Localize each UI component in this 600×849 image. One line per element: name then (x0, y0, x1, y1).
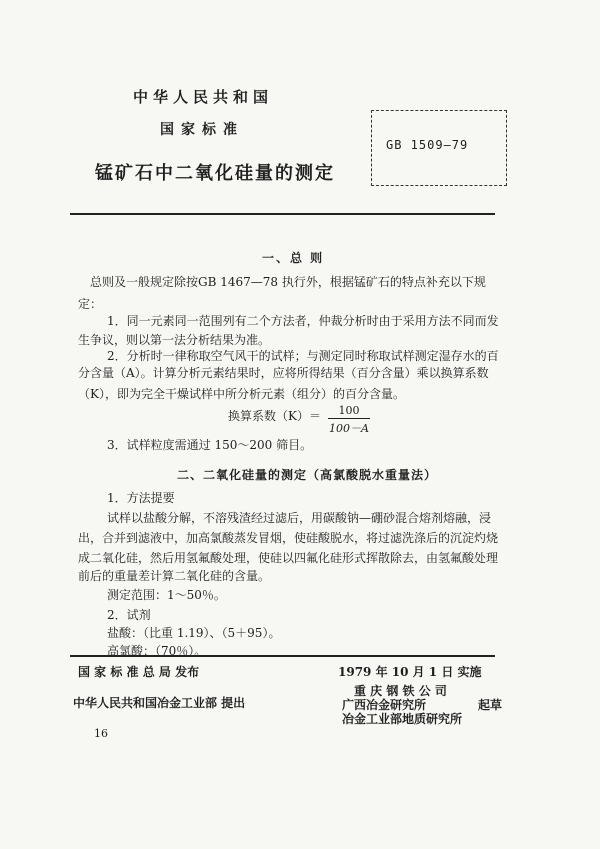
intro-line-1: 总则及一般规定除按GB 1467—78 执行外，根据锰矿石的特点补充以下规 (90, 275, 486, 289)
publisher: 国 家 标 准 总 局 发布 (78, 665, 200, 679)
formula-label: 换算系数（K）＝ (228, 409, 321, 423)
country-name: 中华人民共和国 (133, 88, 274, 106)
method-para-line-2: 出，合并到滤液中，加高氯酸蒸发冒烟，使硅酸脱水，将过滤洗涤后的沉淀灼烧 (78, 531, 499, 545)
intro-line-2: 定： (78, 297, 103, 311)
item2-line-1: 2．分析时一律称取空气风干的试样；与测定同时称取试样测定湿存水的百 (107, 349, 499, 363)
item2-line-3: （K），即为完全干燥试样中所分析元素（组分）的百分含量。 (78, 387, 405, 401)
item1-line-2: 生争议，则以第一法分析结果为准。 (78, 333, 271, 347)
item2-line-2: 分含量（A）。计算分析元素结果时，应将所得结果（百分含量）乘以换算系数 (78, 366, 489, 380)
header-divider (70, 213, 495, 215)
method-para-line-4: 前后的重量差计算二氧化硅的含量。 (78, 569, 271, 583)
measurement-range: 测定范围：1～50％。 (107, 588, 226, 602)
reagent-perchloric-acid: 高氯酸：（70％）。 (107, 644, 207, 658)
standard-code: GB 1509—79 (386, 138, 469, 152)
drafter-1: 重 庆 钢 铁 公 司 (354, 684, 447, 698)
drafter-2: 广西冶金研究所 (342, 698, 427, 712)
national-standard-label: 国家标准 (160, 122, 244, 138)
footer-divider (70, 655, 495, 657)
page-number: 16 (94, 727, 108, 740)
proposer: 中华人民共和国冶金工业部 提出 (73, 696, 246, 710)
sub1-heading: 1．方法提要 (107, 491, 175, 505)
formula-numerator: 100 (328, 404, 370, 419)
implementation-date: 1979 年 10 月 1 日 实施 (338, 665, 482, 679)
formula-denominator: 100－A (329, 422, 369, 435)
section2-heading: 二、二氧化硅量的测定（高氯酸脱水重量法） (177, 468, 438, 482)
sub2-heading: 2．试剂 (107, 608, 151, 622)
standard-code-box (371, 110, 507, 186)
method-para-line-1: 试样以盐酸分解，不溶残渣经过滤后，用碳酸钠—硼砂混合熔剂熔融，浸 (107, 511, 492, 525)
formula-fraction (328, 404, 370, 436)
item1-line-1: 1．同一元素同一范围列有二个方法者，仲裁分析时由于采用方法不同而发 (107, 314, 499, 328)
item3: 3．试样粒度需通过 150～200 筛目。 (107, 438, 313, 452)
section1-heading: 一、总 则 (262, 251, 325, 265)
drafter-3: 冶金工业部地质研究所 (342, 712, 463, 726)
reagent-hydrochloric-acid: 盐酸：（比重 1.19）、（5＋95）。 (107, 626, 281, 640)
method-para-line-3: 成二氧化硅，然后用氢氟酸处理，使硅以四氟化硅形式挥散除去，由氢氟酸处理 (78, 551, 499, 565)
document-title: 锰矿石中二氧化硅量的测定 (95, 163, 335, 184)
drafter-role: 起草 (478, 698, 503, 712)
